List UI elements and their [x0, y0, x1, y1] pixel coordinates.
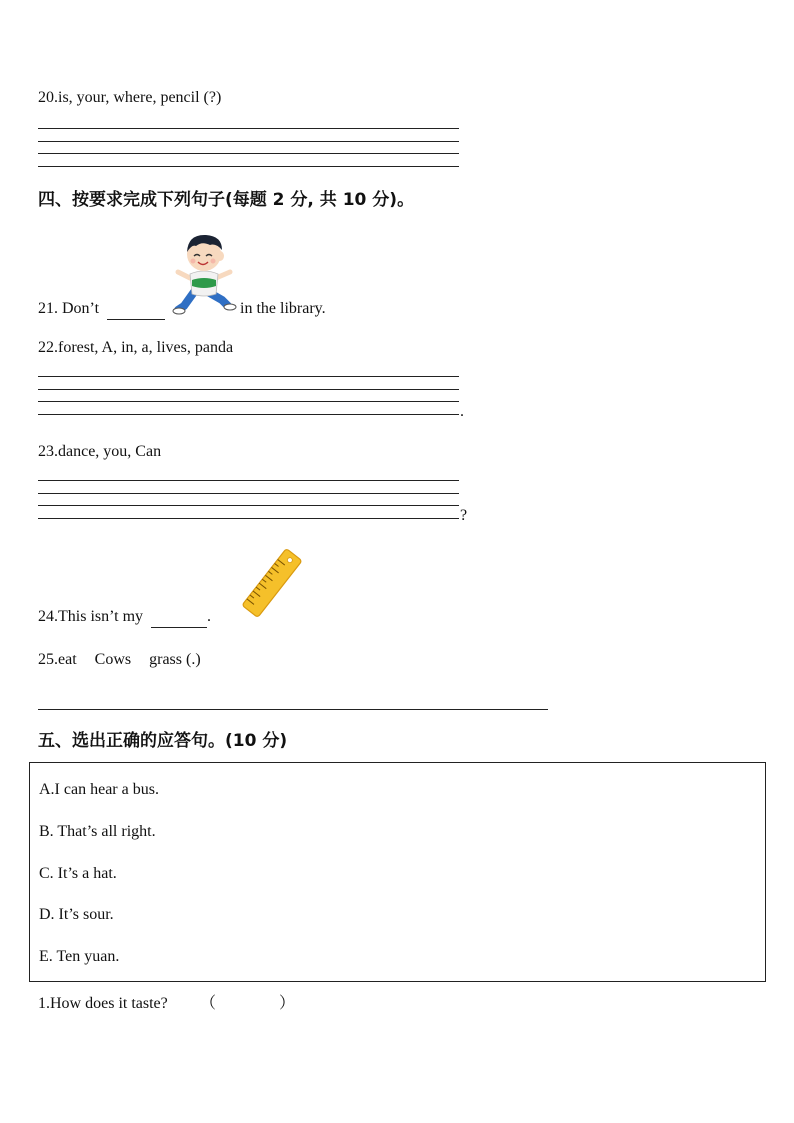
question-23-prompt: 23.dance, you, Can [38, 443, 162, 460]
option-b: B. That’s all right. [39, 823, 156, 840]
answer-line[interactable] [38, 141, 459, 142]
answer-bracket-close: ） [279, 995, 296, 1012]
answer-line[interactable] [38, 376, 459, 377]
fill-blank[interactable] [151, 607, 207, 628]
option-a: A.I can hear a bus. [39, 781, 159, 798]
answer-line[interactable] [38, 401, 459, 402]
question-24-after: . [207, 608, 212, 625]
option-d: D. It’s sour. [39, 906, 114, 923]
answer-line[interactable] [38, 153, 459, 154]
question-22-end-punct: . [460, 403, 464, 420]
question-24-before: 24.This isn’t my [38, 608, 144, 625]
question-23-end-punct: ? [460, 507, 468, 524]
answer-line[interactable] [38, 389, 459, 390]
ruler-icon [234, 540, 310, 626]
answer-line[interactable] [38, 128, 459, 129]
answer-line[interactable] [38, 414, 459, 415]
question-20-prompt: 20.is, your, where, pencil (?) [38, 89, 222, 106]
option-c: C. It’s a hat. [39, 865, 117, 882]
question-21-prompt [38, 299, 165, 320]
running-boy-icon [172, 230, 238, 316]
answer-line[interactable] [38, 493, 459, 494]
answer-line[interactable] [38, 518, 459, 519]
question-22-prompt: 22.forest, A, in, a, lives, panda [38, 339, 234, 356]
section-4-heading: 四、按要求完成下列句子(每题 2 分, 共 10 分)。 [38, 190, 415, 210]
answer-line[interactable] [38, 709, 548, 710]
question-1-prompt: 1.How does it taste? [38, 995, 168, 1012]
answer-options-box [29, 762, 766, 982]
answer-line[interactable] [38, 166, 459, 167]
answer-line[interactable] [38, 480, 459, 481]
fill-blank[interactable] [107, 299, 165, 320]
option-e: E. Ten yuan. [39, 948, 120, 965]
answer-bracket-open: （ [200, 995, 217, 1012]
question-25-word: grass (.) [149, 651, 201, 668]
question-25-word: 25.eat [38, 651, 77, 668]
question-21-after: in the library. [240, 300, 326, 317]
question-24-prompt [38, 607, 211, 628]
answer-line[interactable] [38, 505, 459, 506]
question-25-prompt [38, 650, 201, 670]
answer-slot[interactable] [221, 994, 279, 1014]
section-5-heading: 五、选出正确的应答句。(10 分) [38, 731, 288, 751]
question-25-word: Cows [94, 651, 132, 668]
question-21-before: 21. Don’t [38, 300, 100, 317]
